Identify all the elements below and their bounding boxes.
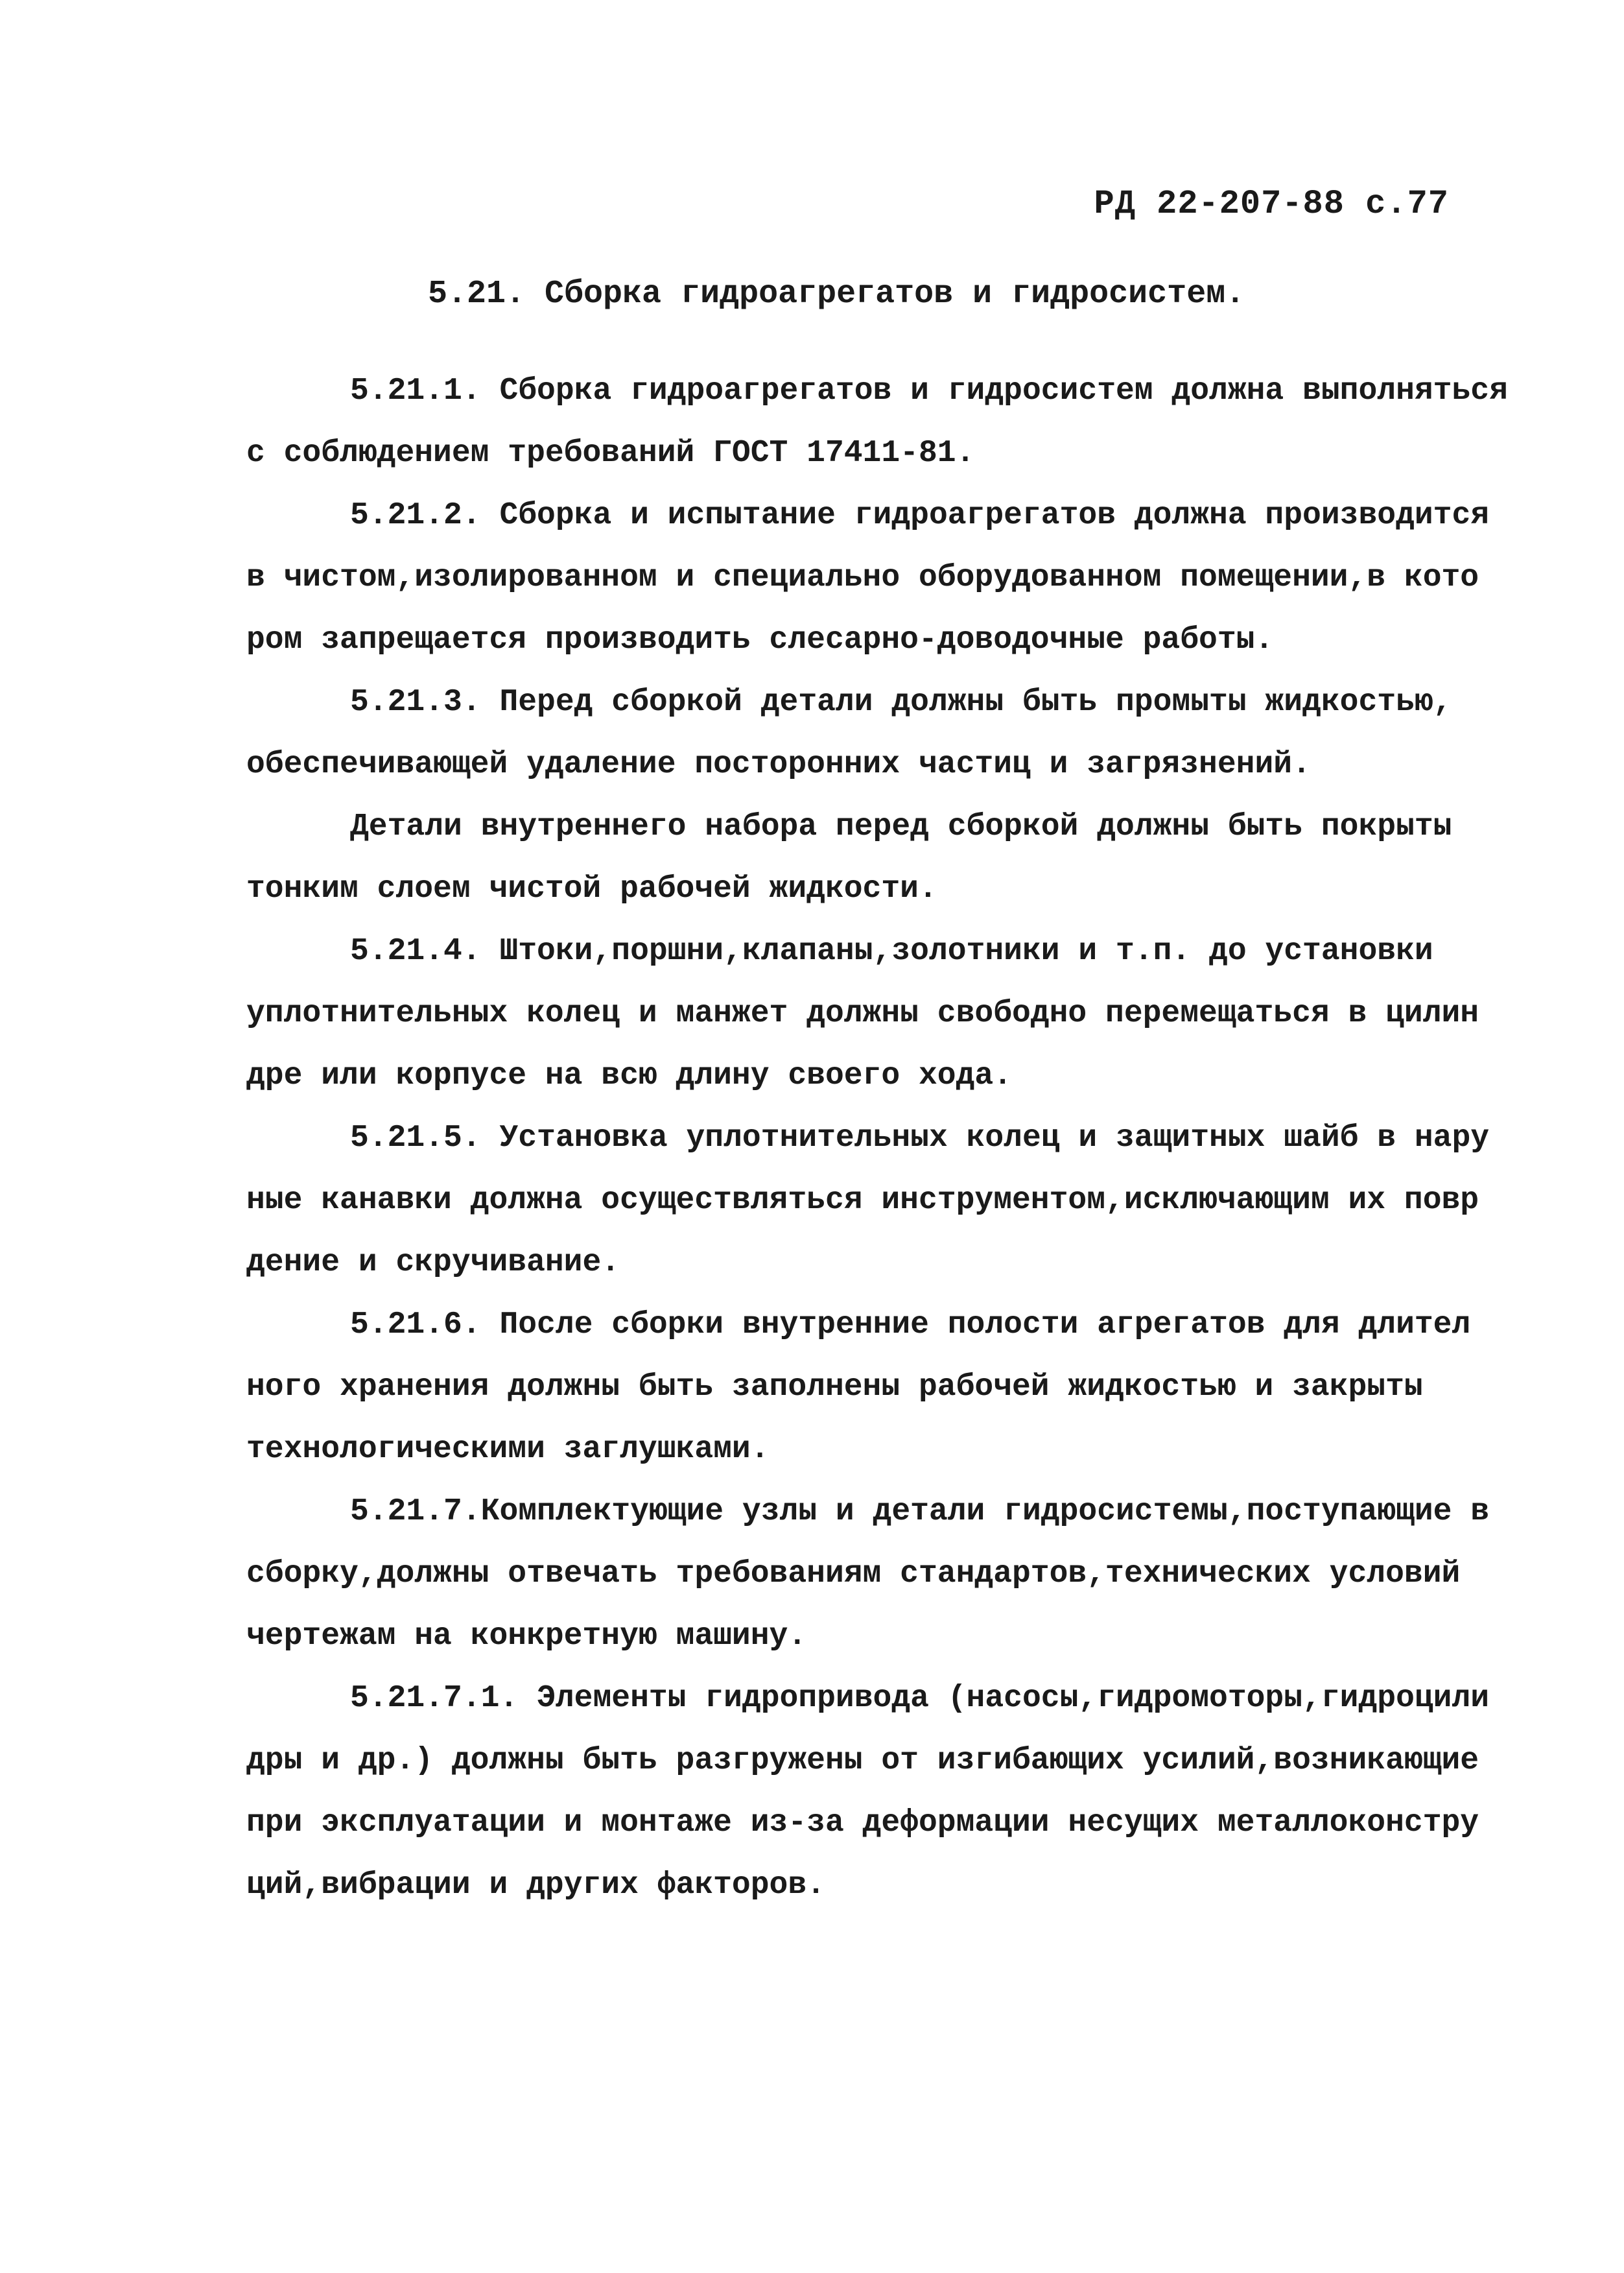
paragraph-line: чертежам на конкретную машину. — [246, 1619, 807, 1654]
document-reference: РД 22-207-88 с.77 — [1094, 185, 1449, 223]
paragraph-line: ром запрещается производить слесарно-доводочные работы. — [246, 623, 1274, 658]
paragraph-line: в чистом,изолированном и специально оборудованном помещении,в кото — [246, 560, 1479, 595]
body-text — [246, 360, 1569, 1916]
section-title: 5.21. Сборка гидроагрегатов и гидросистем. — [428, 276, 1245, 313]
paragraph-line: сборку,должны отвечать требованиям стандартов,технических условий — [246, 1556, 1461, 1591]
paragraph-line: 5.21.4. Штоки,поршни,клапаны,золотники и т.п. до установки — [350, 934, 1433, 969]
paragraph-line: 5.21.5. Установка уплотнительных колец и защитных шайб в нару — [350, 1121, 1490, 1156]
paragraph-line: Детали внутреннего набора перед сборкой должны быть покрыты — [350, 809, 1452, 844]
paragraph-line: дры и др.) должны быть разгружены от изгибающих усилий,возникающие — [246, 1743, 1479, 1778]
paragraph-line: 5.21.3. Перед сборкой детали должны быть промыты жидкостью, — [350, 685, 1452, 720]
paragraph-line: уплотнительных колец и манжет должны свободно перемещаться в цилин — [246, 996, 1479, 1031]
paragraph-line: при эксплуатации и монтаже из-за деформации несущих металлоконстру — [246, 1805, 1479, 1840]
paragraph-line: 5.21.1. Сборка гидроагрегатов и гидросистем должна выполняться — [350, 374, 1508, 409]
paragraph-line: ций,вибрации и других факторов. — [246, 1868, 825, 1903]
paragraph-line: 5.21.2. Сборка и испытание гидроагрегатов должна производится — [350, 498, 1490, 533]
paragraph-line: технологическими заглушками. — [246, 1432, 770, 1467]
paragraph-line: тонким слоем чистой рабочей жидкости. — [246, 872, 937, 907]
paragraph-line: 5.21.7.1. Элементы гидропривода (насосы,гидромоторы,гидроцили — [350, 1681, 1490, 1716]
paragraph-line: дение и скручивание. — [246, 1245, 620, 1280]
paragraph-line: обеспечивающей удаление посторонних частиц и загрязнений. — [246, 747, 1311, 782]
paragraph-line: 5.21.6. После сборки внутренние полости агрегатов для длител — [350, 1307, 1471, 1342]
paragraph-line: дре или корпусе на всю длину своего хода. — [246, 1058, 1012, 1093]
paragraph-line: с соблюдением требований ГОСТ 17411-81. — [246, 436, 975, 471]
paragraph-line: ные канавки должна осуществляться инструментом,исключающим их повр — [246, 1183, 1479, 1218]
paragraph-line: ного хранения должны быть заполнены рабочей жидкостью и закрыты — [246, 1370, 1423, 1405]
paragraph-line: 5.21.7.Комплектующие узлы и детали гидросистемы,поступающие в — [350, 1494, 1490, 1529]
